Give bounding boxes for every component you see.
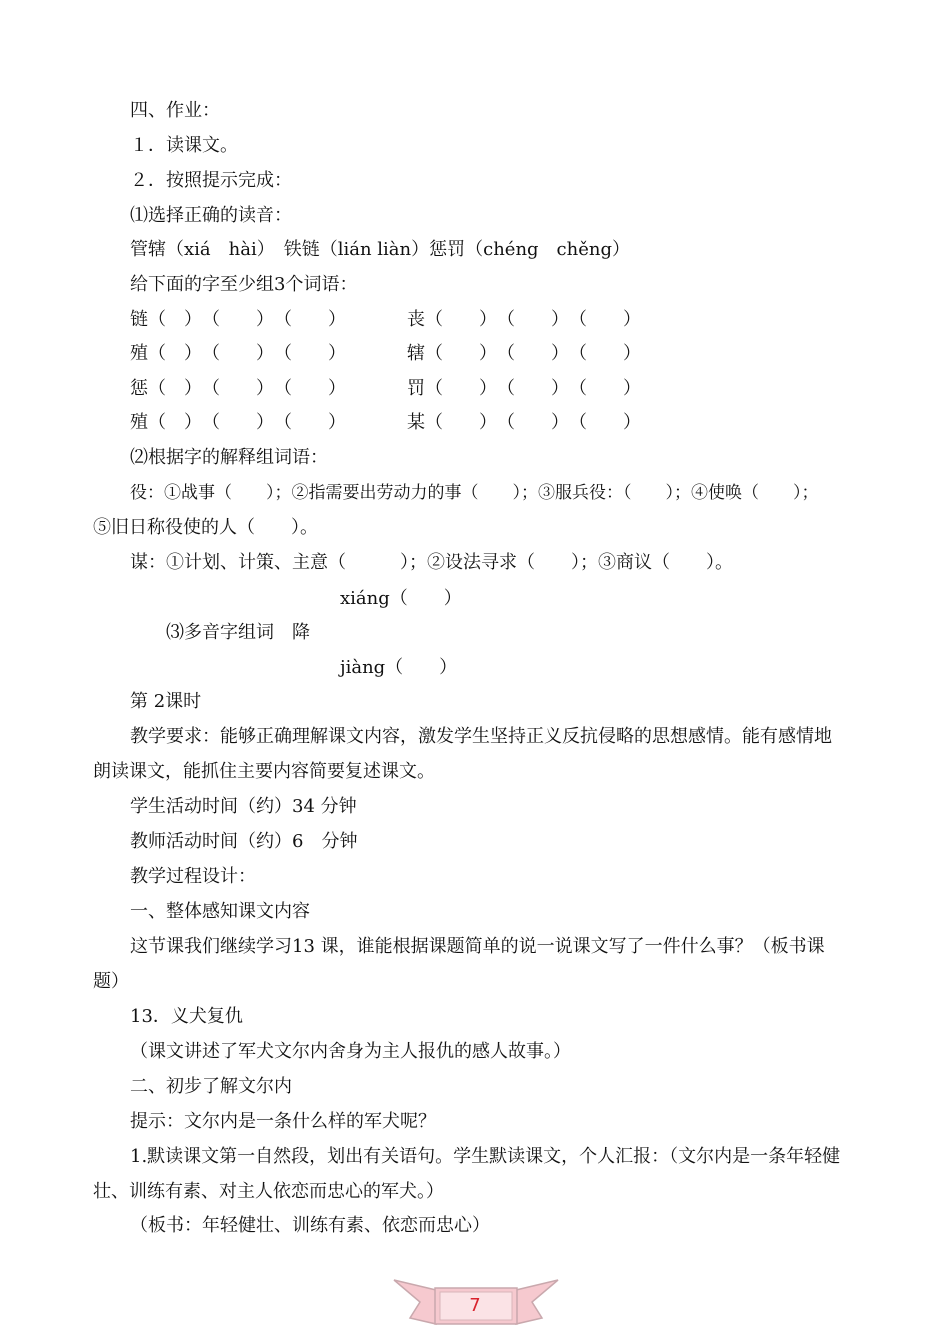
homework-item-2: ２．按照提示完成： [130,170,292,191]
step-1-paragraph-continued: 壮、训练有素、对主人依恋而忠心的军犬。） [93,1181,444,1202]
grid-right-row: 某（ ） （ ） （ ） [407,412,641,433]
lesson-2-heading: 第 2课时 [130,691,202,712]
grid-left-row: 惩（ ） （ ） （ ） [130,378,346,399]
teacher-activity-time: 教师活动时间（约）6 分钟 [130,831,358,852]
process-heading: 教学过程设计： [130,866,256,887]
grid-left-row: 链（ ） （ ） （ ） [130,309,346,330]
student-activity-time: 学生活动时间（约）34 分钟 [130,796,357,817]
question-1-title: ⑴选择正确的读音： [130,205,292,226]
board-notes: （板书：年轻健壮、训练有素、依恋而忠心） [130,1215,490,1236]
page-number: 7 [469,1295,481,1316]
grid-right-row: 丧（ ） （ ） （ ） [407,309,641,330]
part-2-heading: 二、初步了解文尔内 [130,1076,292,1097]
pinyin-jiang: jiàng（ ） [340,657,458,678]
teaching-requirements: 教学要求：能够正确理解课文内容，激发学生坚持正义反抗侵略的思想感情。能有感情地 [130,726,832,747]
lesson-title: 13．义犬复仇 [130,1006,243,1027]
step-1-paragraph: 1.默读课文第一自然段，划出有关语句。学生默读课文，个人汇报：（文尔内是一条年轻健 [130,1146,841,1167]
grid-left-row: 殖（ ） （ ） （ ） [130,412,346,433]
intro-paragraph: 这节课我们继续学习13 课，谁能根据课题简单的说一说课文写了一件什么事？（板书课 [130,936,825,957]
part-1-heading: 一、整体感知课文内容 [130,901,310,922]
lesson-summary: （课文讲述了军犬文尔内舍身为主人报仇的感人故事。） [130,1041,571,1062]
pinyin-xiang: xiáng（ ） [340,588,462,609]
teaching-requirements-continued: 朗读课文，能抓住主要内容简要复述课文。 [93,761,435,782]
question-2-title: ⑵根据字的解释组词语： [130,447,328,468]
mou-definitions-line: 谋：①计划、计策、主意（ ）；②设法寻求（ ）；③商议（ ）。 [130,552,733,573]
intro-paragraph-continued: 题） [93,971,129,992]
homework-heading: 四、作业： [130,100,220,121]
group-words-title: 给下面的字至少组3个词语： [130,274,358,295]
yi-definitions-continued: ⑤旧日称役使的人（ ）。 [93,517,318,538]
yi-definitions-line: 役：①战事（ ）；②指需要出劳动力的事（ ）；③服兵役：（ ）；④使唤（ ）； [130,483,819,503]
pinyin-choice-line: 管辖（xiá hài） 铁链（lián liàn）惩罚（chéng chěng） [130,239,630,260]
grid-right-row: 罚（ ） （ ） （ ） [407,378,641,399]
homework-item-1: １．读课文。 [130,135,238,156]
hint-line: 提示：文尔内是一条什么样的军犬呢？ [130,1111,436,1132]
grid-right-row: 辖（ ） （ ） （ ） [407,343,641,364]
question-3-title: ⑶多音字组词 降 [166,622,310,643]
grid-left-row: 殖（ ） （ ） （ ） [130,343,346,364]
